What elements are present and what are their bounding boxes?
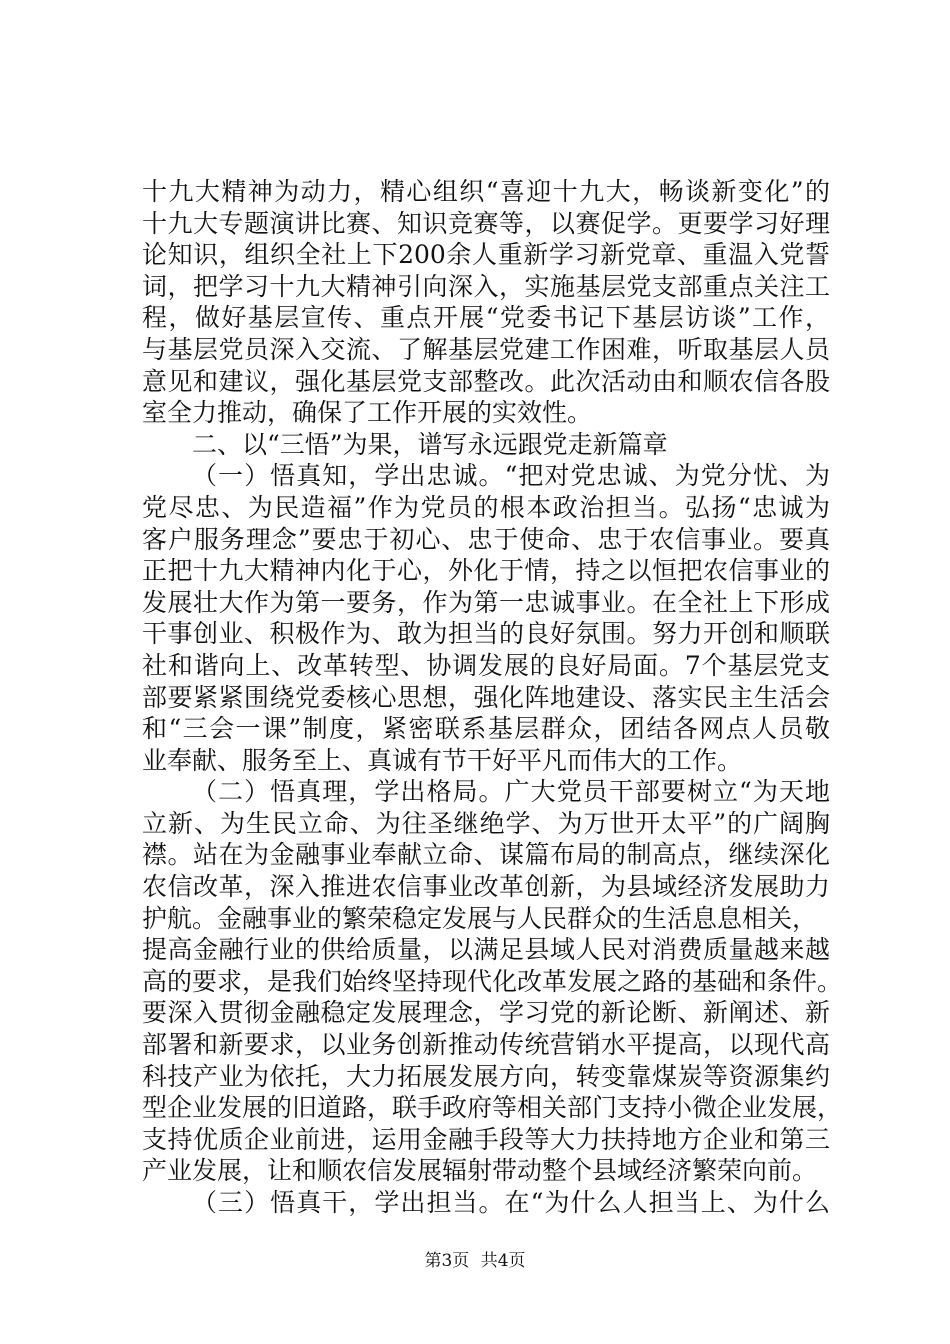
text-line: 和“三会一课”制度，紧密联系基层群众，团结各网点人员敬 [142, 714, 830, 744]
text-line: 业奉献、服务至上、真诚有节干好平凡而伟大的工作。 [142, 745, 743, 775]
text-line: 意见和建议，强化基层党支部整改。此次活动由和顺农信各股 [142, 366, 830, 396]
text-line: 护航。金融事业的繁荣稳定发展与人民群众的生活息息相关， [142, 903, 818, 933]
text-line: 十九大精神为动力，精心组织“喜迎十九大，畅谈新变化”的 [142, 177, 830, 206]
text-line: 词，把学习十九大精神引向深入，实施基层党支部重点关注工 [142, 271, 830, 301]
page-footer [0, 1246, 950, 1271]
section-heading: 二、以“三悟”为果，谱写永远跟党走新篇章 [192, 429, 668, 459]
text-line: 支持优质企业前进，运用金融手段等大力扶持地方企业和第三 [142, 1124, 830, 1154]
page-total: 共4页 [480, 1251, 526, 1271]
text-line: 科技产业为依托，大力拓展发展方向，转变靠煤炭等资源集约 [142, 1061, 830, 1091]
text-line: 产业发展，让和顺农信发展辐射带动整个县域经济繁荣向前。 [142, 1156, 818, 1186]
text-line: 客户服务理念”要忠于初心、忠于使命、忠于农信事业。要真 [142, 524, 830, 554]
text-line: 与基层党员深入交流、了解基层党建工作困难，听取基层人员 [142, 334, 830, 364]
text-line: 室全力推动，确保了工作开展的实效性。 [142, 398, 593, 428]
text-line: 襟。站在为金融事业奉献立命、谋篇布局的制高点，继续深化 [142, 840, 830, 870]
text-line: 部要紧紧围绕党委核心思想，强化阵地建设、落实民主生活会 [142, 682, 830, 712]
page-number: 第3页 [424, 1251, 470, 1271]
text-line: 农信改革，深入推进农信事业改革创新，为县域经济发展助力 [142, 872, 830, 902]
text-line: 干事创业、积极作为、敢为担当的良好氛围。努力开创和顺联 [142, 619, 830, 649]
text-line: （一）悟真知，学出忠诚。“把对党忠诚、为党分忧、为 [192, 461, 830, 491]
text-line: 正把十九大精神内化于心，外化于情，持之以恒把农信事业的 [142, 556, 830, 586]
text-line: 论知识，组织全社上下200余人重新学习新党章、重温入党誓 [142, 240, 830, 270]
text-line: 十九大专题演讲比赛、知识竞赛等，以赛促学。更要学习好理 [142, 208, 830, 238]
text-line: 提高金融行业的供给质量，以满足县域人民对消费质量越来越 [142, 935, 830, 965]
text-line: 发展壮大作为第一要务，作为第一忠诚事业。在全社上下形成 [142, 587, 830, 617]
text-line: 立新、为生民立命、为往圣继绝学、为万世开太平”的广阔胸 [142, 808, 830, 838]
text-line: 社和谐向上、改革转型、协调发展的良好局面。7个基层党支 [142, 650, 830, 680]
text-line: 党尽忠、为民造福”作为党员的根本政治担当。弘扬“忠诚为 [142, 492, 830, 522]
text-line: 要深入贯彻金融稳定发展理念，学习党的新论断、新阐述、新 [142, 998, 830, 1028]
document-body [142, 176, 843, 1219]
text-line: （三）悟真干，学出担当。在“为什么人担当上、为什么 [192, 1188, 830, 1217]
text-line: 部署和新要求，以业务创新推动传统营销水平提高，以现代高 [142, 1030, 830, 1060]
text-line: 型企业发展的旧道路，联手政府等相关部门支持小微企业发展， [142, 1093, 843, 1123]
text-line: 高的要求，是我们始终坚持现代化改革发展之路的基础和条件。 [142, 966, 843, 996]
text-line: 程，做好基层宣传、重点开展“党委书记下基层访谈”工作， [142, 303, 830, 333]
text-line: （二）悟真理，学出格局。广大党员干部要树立“为天地 [192, 777, 830, 807]
